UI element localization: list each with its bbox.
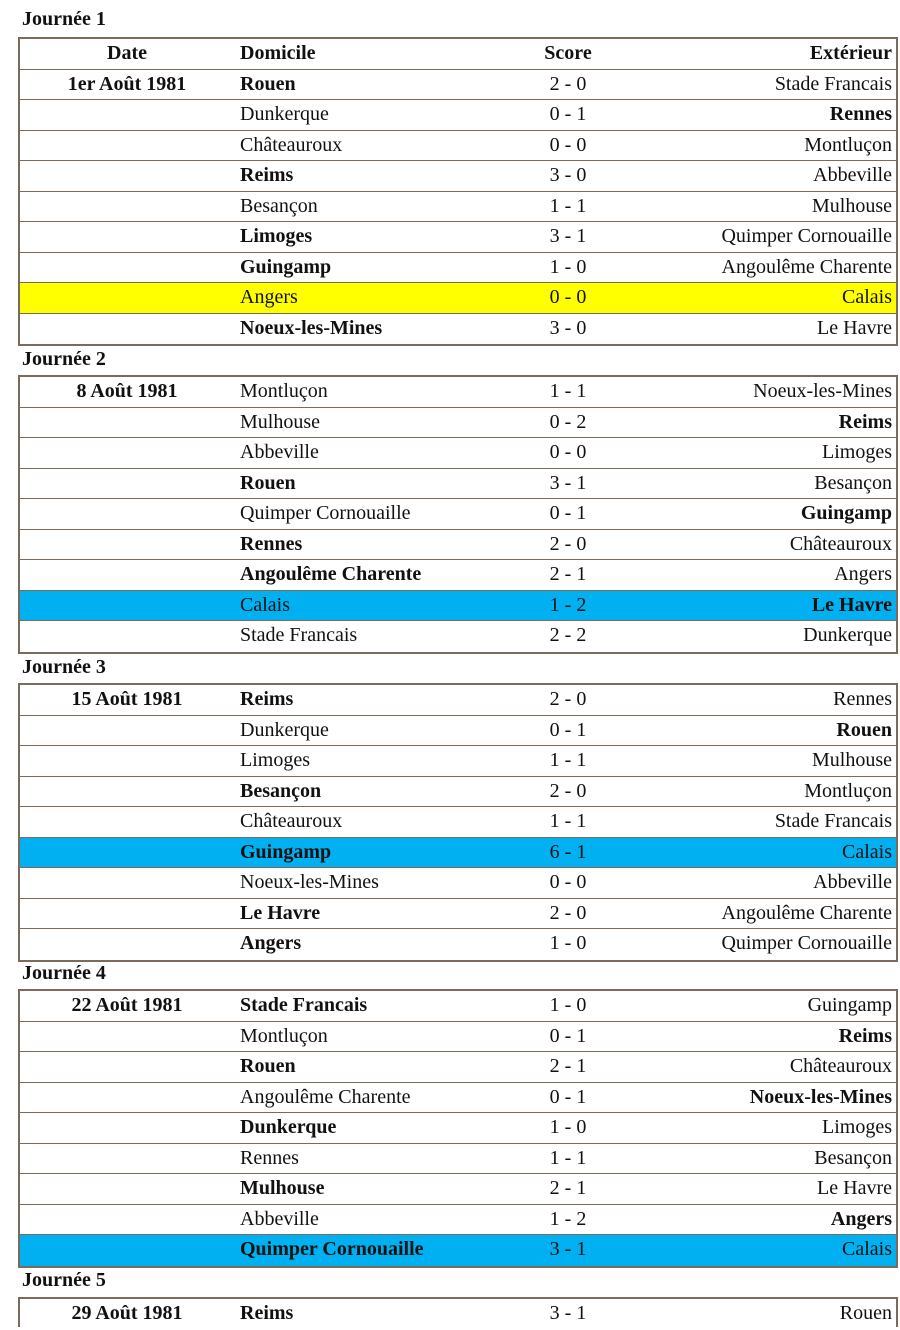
home-team: Limoges [240, 225, 313, 247]
score: 1 - 1 [549, 194, 587, 217]
score: 2 - 1 [549, 1055, 587, 1077]
home-team: Rouen [240, 471, 296, 494]
score: 0 - 1 [549, 718, 587, 741]
home-team: Châteauroux [240, 133, 343, 156]
away-team: Besançon [814, 471, 892, 494]
score: 6 - 1 [549, 840, 587, 863]
score: 0 - 0 [549, 871, 587, 893]
away-team: Rouen [836, 718, 892, 741]
table-row [20, 438, 896, 469]
table-row [20, 377, 896, 408]
score: 3 - 0 [549, 316, 587, 339]
table-row [20, 1205, 896, 1236]
score: 2 - 2 [549, 624, 587, 646]
match-date: 22 Août 1981 [71, 994, 183, 1016]
round-title: Journée 1 [22, 8, 106, 30]
score: 3 - 1 [549, 1302, 587, 1324]
score: 0 - 1 [549, 1085, 587, 1108]
score: 1 - 0 [549, 1116, 587, 1138]
away-team: Reims [838, 410, 892, 433]
match-date: 29 Août 1981 [71, 1302, 183, 1324]
table-row [20, 838, 896, 869]
home-team: Stade Francais [240, 994, 368, 1016]
table-row [20, 253, 896, 284]
score: 2 - 0 [549, 72, 587, 95]
table-header-row [20, 39, 896, 70]
round-table [18, 989, 898, 1268]
table-row [20, 621, 896, 652]
home-team: Rouen [240, 1055, 296, 1077]
round-title: Journée 2 [22, 348, 106, 370]
score: 1 - 0 [549, 932, 587, 954]
match-date: 8 Août 1981 [76, 380, 178, 402]
table-row [20, 685, 896, 716]
table-row [20, 560, 896, 591]
home-team: Stade Francais [240, 624, 358, 646]
away-team: Guingamp [807, 994, 892, 1016]
header-away: Extérieur [809, 42, 892, 64]
home-team: Mulhouse [240, 1177, 325, 1199]
score: 0 - 1 [549, 502, 587, 524]
score: 3 - 0 [549, 164, 587, 186]
home-team: Dunkerque [240, 718, 329, 741]
score: 2 - 0 [549, 901, 587, 924]
header-score: Score [544, 42, 592, 64]
table-row [20, 530, 896, 561]
table-row [20, 222, 896, 253]
table-row [20, 314, 896, 345]
score: 0 - 2 [549, 410, 587, 433]
score: 0 - 1 [549, 103, 587, 125]
table-row [20, 70, 896, 101]
score: 2 - 0 [549, 779, 587, 802]
home-team: Quimper Cornouaille [240, 1238, 424, 1260]
home-team: Quimper Cornouaille [240, 502, 411, 524]
table-row [20, 1144, 896, 1175]
score: 1 - 1 [549, 1146, 587, 1169]
home-team: Besançon [240, 194, 318, 217]
home-team: Rennes [240, 1146, 299, 1169]
home-team: Noeux-les-Mines [240, 316, 383, 339]
away-team: Quimper Cornouaille [721, 932, 892, 954]
home-team: Montluçon [240, 1024, 328, 1047]
score: 3 - 1 [549, 1238, 587, 1260]
table-row [20, 100, 896, 131]
home-team: Guingamp [240, 255, 332, 278]
away-team: Le Havre [811, 593, 892, 616]
table-row [20, 991, 896, 1022]
home-team: Limoges [240, 749, 310, 771]
home-team: Reims [240, 688, 294, 710]
score: 2 - 1 [549, 1177, 587, 1199]
score: 1 - 1 [549, 810, 587, 832]
away-team: Limoges [822, 441, 892, 463]
away-team: Rouen [839, 1302, 892, 1324]
score: 0 - 0 [549, 441, 587, 463]
away-team: Mulhouse [812, 194, 892, 217]
table-row [20, 929, 896, 960]
table-row [20, 716, 896, 747]
round-title: Journée 4 [22, 962, 106, 984]
home-team: Montluçon [240, 380, 328, 402]
away-team: Calais [842, 840, 892, 863]
away-team: Montluçon [804, 133, 892, 156]
away-team: Noeux-les-Mines [753, 380, 892, 402]
table-row [20, 1113, 896, 1144]
home-team: Calais [240, 593, 290, 616]
home-team: Abbeville [240, 441, 319, 463]
round-table [18, 375, 898, 654]
header-home: Domicile [240, 42, 316, 64]
home-team: Angoulême Charente [240, 1085, 411, 1108]
table-row [20, 408, 896, 439]
home-team: Dunkerque [240, 103, 329, 125]
home-team: Rouen [240, 72, 296, 95]
home-team: Dunkerque [240, 1116, 337, 1138]
score: 1 - 2 [549, 1207, 587, 1230]
table-row [20, 1235, 896, 1266]
away-team: Reims [838, 1024, 892, 1047]
table-row [20, 777, 896, 808]
away-team: Mulhouse [812, 749, 892, 771]
table-row [20, 807, 896, 838]
away-team: Calais [842, 286, 892, 308]
table-row [20, 1299, 896, 1330]
table-row [20, 161, 896, 192]
score: 1 - 2 [549, 593, 587, 616]
table-row [20, 499, 896, 530]
away-team: Angers [834, 563, 892, 585]
score: 2 - 1 [549, 563, 587, 585]
home-team: Abbeville [240, 1207, 319, 1230]
table-row [20, 1083, 896, 1114]
table-row [20, 868, 896, 899]
score: 0 - 1 [549, 1024, 587, 1047]
table-row [20, 192, 896, 223]
away-team: Rennes [833, 688, 892, 710]
away-team: Abbeville [813, 164, 892, 186]
away-team: Angers [830, 1207, 892, 1230]
away-team: Quimper Cornouaille [721, 225, 892, 247]
home-team: Besançon [240, 779, 322, 802]
table-row [20, 899, 896, 930]
table-row [20, 1174, 896, 1205]
away-team: Noeux-les-Mines [749, 1085, 892, 1108]
away-team: Montluçon [804, 779, 892, 802]
away-team: Le Havre [817, 316, 892, 339]
score: 0 - 0 [549, 133, 587, 156]
home-team: Guingamp [240, 840, 332, 863]
table-row [20, 1052, 896, 1083]
away-team: Calais [842, 1238, 892, 1260]
score: 3 - 1 [549, 471, 587, 494]
away-team: Châteauroux [789, 1055, 892, 1077]
score: 1 - 0 [549, 255, 587, 278]
home-team: Noeux-les-Mines [240, 871, 379, 893]
table-row [20, 1022, 896, 1053]
score: 3 - 1 [549, 225, 587, 247]
round-table [18, 37, 898, 346]
home-team: Angers [240, 932, 302, 954]
score: 1 - 1 [549, 749, 587, 771]
match-date: 15 Août 1981 [71, 688, 183, 710]
table-row [20, 131, 896, 162]
away-team: Rennes [829, 103, 892, 125]
score: 2 - 0 [549, 532, 587, 555]
round-table [18, 1297, 898, 1327]
away-team: Angoulême Charente [721, 255, 892, 278]
home-team: Angers [240, 286, 298, 308]
away-team: Angoulême Charente [721, 901, 892, 924]
home-team: Angoulême Charente [240, 563, 422, 585]
away-team: Le Havre [817, 1177, 892, 1199]
round-table [18, 683, 898, 962]
home-team: Châteauroux [240, 810, 343, 832]
table-row [20, 591, 896, 622]
home-team: Le Havre [240, 901, 321, 924]
away-team: Châteauroux [789, 532, 892, 555]
away-team: Stade Francais [774, 72, 892, 95]
away-team: Abbeville [813, 871, 892, 893]
away-team: Stade Francais [774, 810, 892, 832]
away-team: Guingamp [800, 502, 892, 524]
away-team: Besançon [814, 1146, 892, 1169]
score: 0 - 0 [549, 286, 587, 308]
score: 2 - 0 [549, 688, 587, 710]
score: 1 - 1 [549, 380, 587, 402]
home-team: Reims [240, 1302, 294, 1324]
header-date: Date [107, 42, 147, 64]
table-row [20, 469, 896, 500]
home-team: Rennes [240, 532, 303, 555]
away-team: Limoges [822, 1116, 892, 1138]
home-team: Mulhouse [240, 410, 320, 433]
home-team: Reims [240, 164, 294, 186]
match-date: 1er Août 1981 [67, 72, 187, 95]
table-row [20, 746, 896, 777]
round-title: Journée 3 [22, 656, 106, 678]
score: 1 - 0 [549, 994, 587, 1016]
round-title: Journée 5 [22, 1269, 106, 1291]
table-row [20, 283, 896, 314]
away-team: Dunkerque [803, 624, 892, 646]
